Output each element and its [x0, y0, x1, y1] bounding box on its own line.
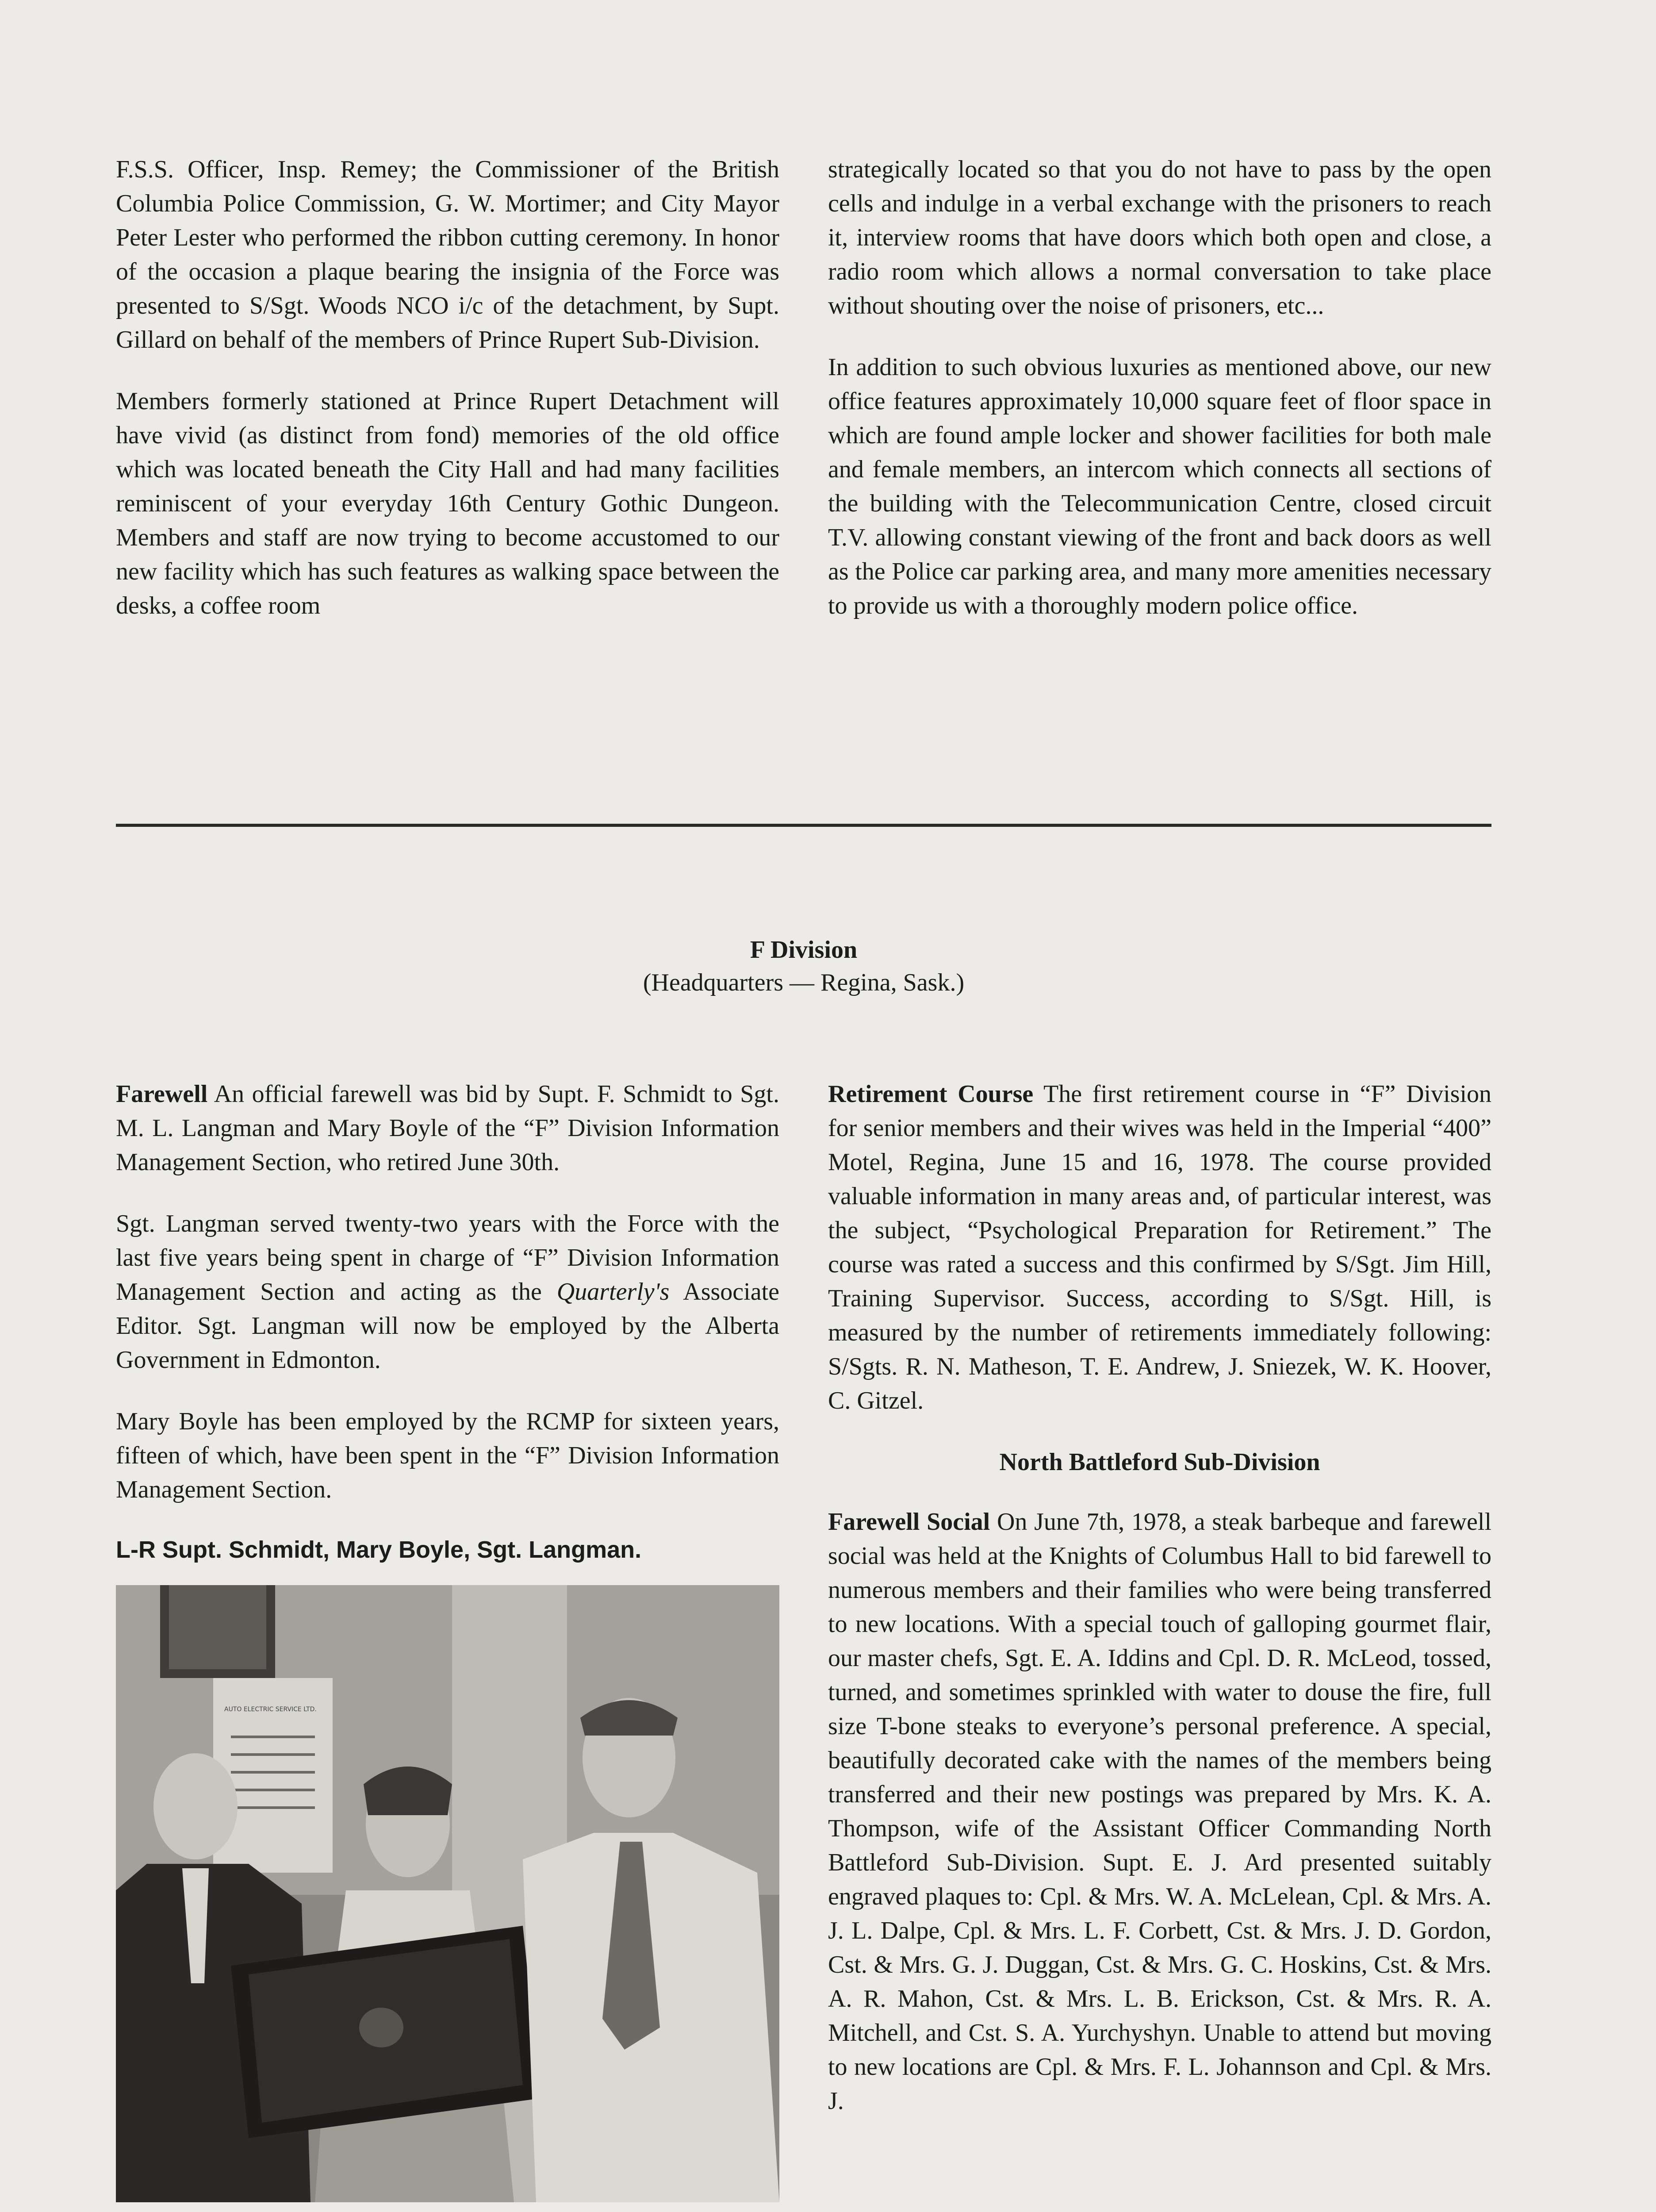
- section-heading: [116, 933, 1491, 999]
- retirement-lead: Retirement Course: [828, 1080, 1034, 1108]
- top-left-column: [116, 153, 779, 650]
- subdivision-heading: North Battleford Sub-Division: [999, 1448, 1320, 1476]
- photo-caption: L-R Supt. Schmidt, Mary Boyle, Sgt. Langman.: [116, 1536, 642, 1563]
- langman-text: Sgt. Langman served twenty-two years with the Force with the last five years being spent in charge of “F” Division Information Management Section and acting as the: [116, 1210, 779, 1306]
- farewell-paragraph: [116, 1077, 779, 1179]
- bottom-right-column: [828, 1077, 1491, 2146]
- paragraph: In addition to such obvious luxuries as mentioned above, our new office features approximately 10,000 square feet of floor space in which are found ample locker and shower facilities for both male and female members, an intercom which connects all sections of the building with the Telecommunication Centre, closed circuit T.V. allowing constant viewing of the front and back doors as well as the Police car parking area, and many more amenities necessary to provide us with a thoroughly modern police office.: [828, 353, 1491, 619]
- social-text: On June 7th, 1978, a steak barbeque and farewell social was held at the Knights of Columbus Hall to bid farewell to numerous members and their families who were being transferred to new locations. With a special touch of galloping gourmet flair, our master chefs, Sgt. E. A. Iddins and Cpl. D. R. McLeod, tossed, turned, and sometimes sprinkled with water to douse the fire, full size T-bone steaks to everyone’s personal preference. A special, beautifully decorated cake with the names of the members being transferred and their new postings was prepared by Mrs. K. A. Thompson, wife of the Assistant Officer Commanding North Battleford Sub-Division. Supt. E. J. Ard presented suitably engraved plaques to: Cpl. & Mrs. W. A. McLelean, Cpl. & Mrs. A. J. L. Dalpe, Cpl. & Mrs. L. F. Corbett, Cst. & Mrs. J. D. Gordon, Cst. & Mrs. G. J. Duggan, Cst. & Mrs. G. C. Hoskins, Cst. & Mrs. A. R. Mahon, Cst. & Mrs. L. B. Erickson, Cst. & Mrs. R. A. Mitchell, and Cst. S. A. Yurchyshyn. Unable to attend but moving to new locations are Cpl. & Mrs. F. L. Johannson and Cpl. & Mrs. J.: [828, 1508, 1491, 2115]
- section-title: F Division: [750, 936, 858, 964]
- retirement-text: The first retirement course in “F” Division for senior members and their wives was held in the Imperial “400” Motel, Regina, June 15 and 16, 1978. The course provided valuable information in many areas and, of particular interest, was the subject, “Psychological Preparation for Retirement.” The course was rated a success and this confirmed by S/Sgt. Jim Hill, Training Supervisor. Success, according to S/Sgt. Hill, is measured by the number of retirements immediately following: S/Sgts. R. N. Matheson, T. E. Andrew, J. Sniezek, W. K. Hoover, C. Gitzel.: [828, 1080, 1491, 1414]
- farewell-text: An official farewell was bid by Supt. F. Schmidt to Sgt. M. L. Langman and Mary Boyle of the “F” Division Information Management Section, who retired June 30th.: [116, 1080, 779, 1176]
- paragraph: strategically located so that you do not have to pass by the open cells and indulge in a verbal exchange with the prisoners to reach it, interview rooms that have doors which both open and close, a radio room which allows a normal conversation to take place without shouting over the noise of prisoners, etc...: [828, 156, 1491, 319]
- calendar-sign: AUTO ELECTRIC SERVICE LTD.: [224, 1706, 317, 1713]
- boyle-paragraph: Mary Boyle has been employed by the RCMP for sixteen years, fifteen of which, have been spent in the “F” Division Information Management Section.: [116, 1408, 779, 1503]
- social-paragraph: [828, 1505, 1491, 2118]
- retirement-paragraph: [828, 1077, 1491, 1418]
- farewell-lead: Farewell: [116, 1080, 208, 1108]
- social-lead: Farewell Social: [828, 1508, 990, 1536]
- quarterly-title: Quarterly's: [556, 1278, 670, 1306]
- paragraph: Members formerly stationed at Prince Rupert Detachment will have vivid (as distinct from fond) memories of the old office which was located beneath the City Hall and had many facilities reminiscent of your everyday 16th Century Gothic Dungeon. Members and staff are now trying to become accustomed to our new facility which has such features as walking space between the desks, a coffee room: [116, 388, 779, 619]
- top-right-column: [828, 153, 1491, 650]
- group-photo: [116, 1585, 779, 2202]
- section-divider: [116, 824, 1491, 827]
- langman-text-end: Associate Editor. Sgt. Langman will now be employed by the Alberta Government in Edmonton.: [116, 1278, 779, 1374]
- langman-paragraph: [116, 1207, 779, 1377]
- paragraph: F.S.S. Officer, Insp. Remey; the Commissioner of the British Columbia Police Commission, G. W. Mortimer; and City Mayor Peter Lester who performed the ribbon cutting ceremony. In honor of the occasion a plaque bearing the insignia of the Force was presented to S/Sgt. Woods NCO i/c of the detachment, by Supt. Gillard on behalf of the members of Prince Rupert Sub-Division.: [116, 156, 779, 353]
- bottom-left-column: [116, 1077, 779, 2202]
- section-subtitle: (Headquarters — Regina, Sask.): [643, 969, 965, 996]
